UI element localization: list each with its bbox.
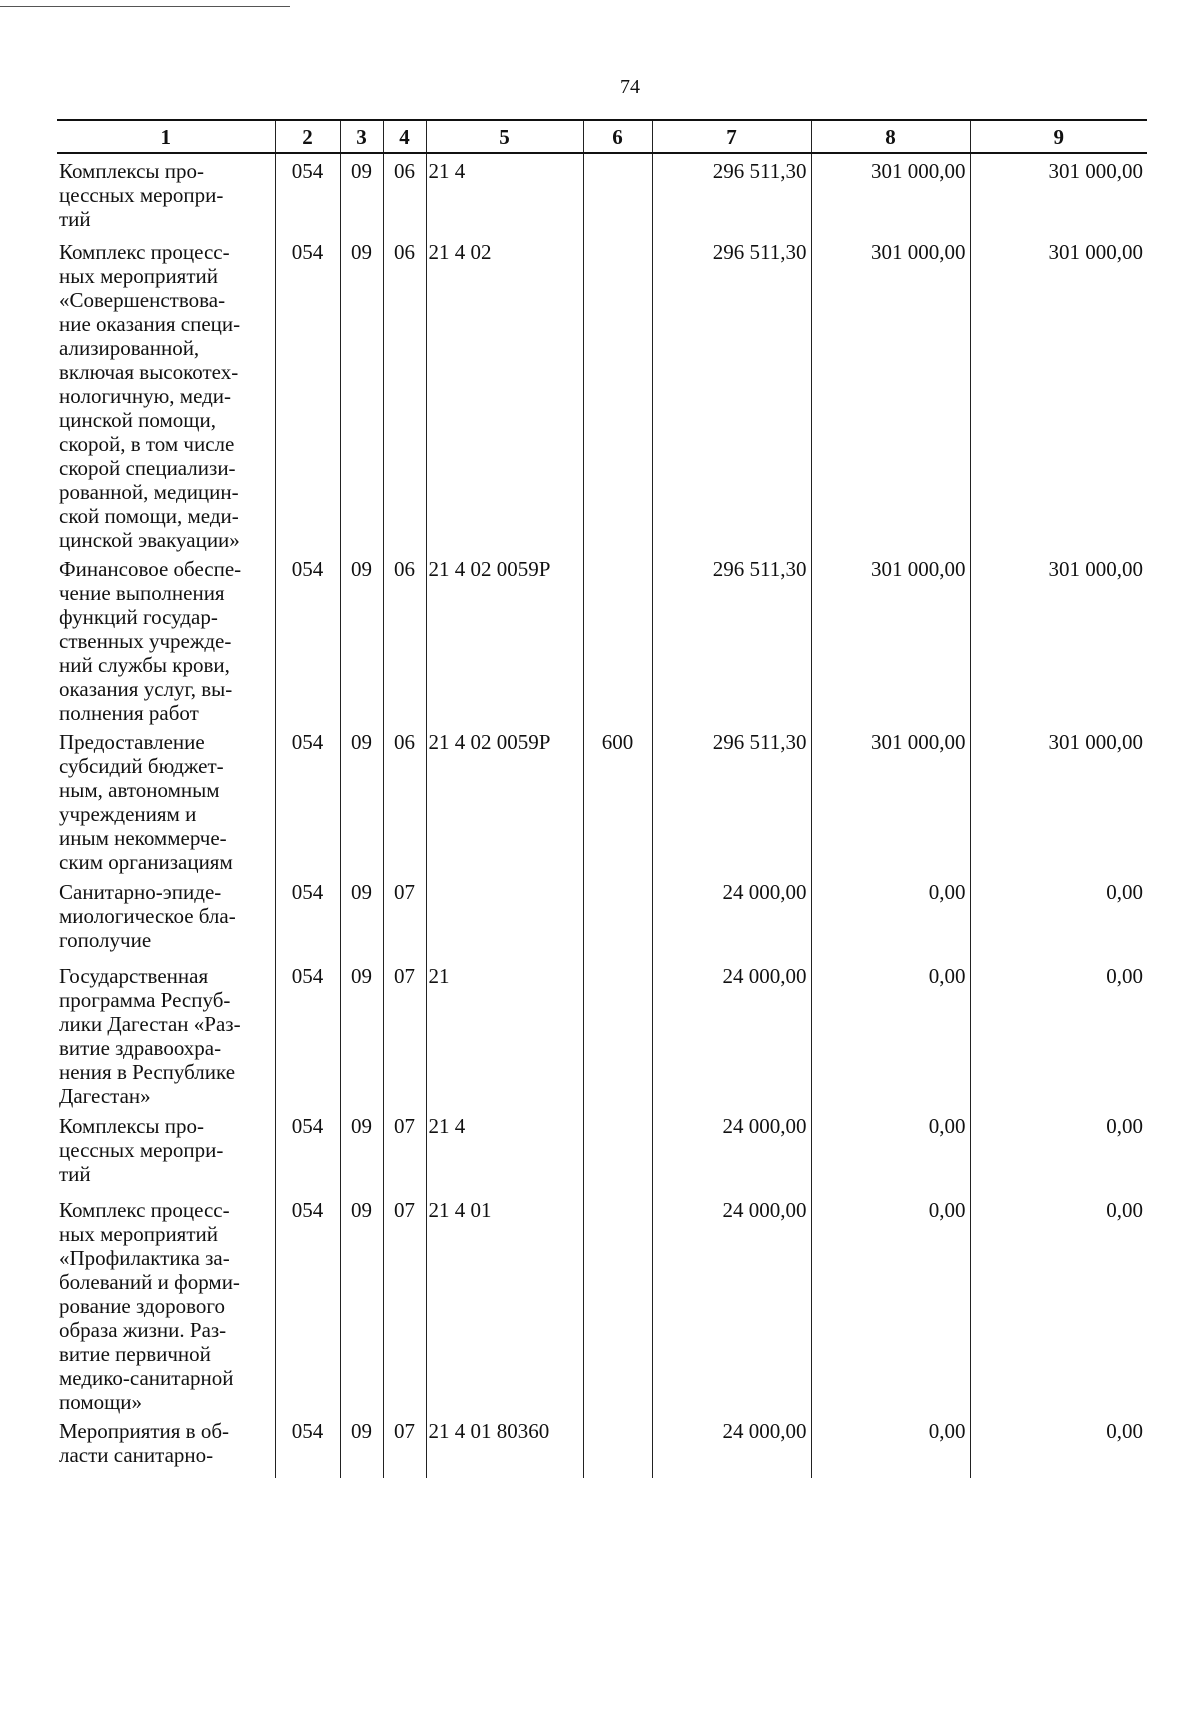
amount-col7-cell: 296 511,30 — [652, 153, 811, 235]
item-name-line: Дагестан» — [59, 1084, 151, 1108]
item-name-line: Комплексы про- — [59, 1114, 204, 1138]
item-name-line: болеваний и форми- — [59, 1270, 240, 1294]
item-name-line: полнения работ — [59, 701, 199, 725]
budget-table — [57, 119, 1147, 1478]
item-name-line: витие первичной — [59, 1342, 211, 1366]
table-row — [57, 725, 1147, 875]
admin-code-cell: 054 — [275, 725, 340, 875]
table-row — [57, 552, 1147, 725]
amount-col8-cell: 0,00 — [811, 1193, 970, 1414]
expense-type-cell: 600 — [583, 725, 652, 875]
admin-code-cell: 054 — [275, 153, 340, 235]
item-name-line: ской помощи, меди- — [59, 504, 239, 528]
item-name-line: ственных учрежде- — [59, 629, 232, 653]
target-article-cell: 21 4 02 0059Р — [426, 552, 583, 725]
admin-code-cell: 054 — [275, 875, 340, 959]
item-name-line: цессных меропри- — [59, 183, 224, 207]
item-name-line: ных мероприятий — [59, 264, 218, 288]
amount-col9-cell: 0,00 — [970, 875, 1147, 959]
item-name-line: Финансовое обеспе- — [59, 557, 242, 581]
admin-code-cell: 054 — [275, 235, 340, 552]
target-article-cell: 21 4 02 — [426, 235, 583, 552]
table-body — [57, 153, 1147, 1478]
item-name-line: Комплекс процесс- — [59, 240, 230, 264]
item-name-line: медико-санитарной — [59, 1366, 234, 1390]
admin-code-cell: 054 — [275, 959, 340, 1109]
item-name-line: скорой, в том числе — [59, 432, 235, 456]
item-name-line: образа жизни. Раз- — [59, 1318, 227, 1342]
item-name-cell — [57, 1414, 275, 1478]
amount-col7-cell: 24 000,00 — [652, 1414, 811, 1478]
item-name-line: Предоставление — [59, 730, 205, 754]
item-name-line: цессных меропри- — [59, 1138, 224, 1162]
target-article-cell — [426, 875, 583, 959]
table-row — [57, 235, 1147, 552]
amount-col9-cell: 301 000,00 — [970, 235, 1147, 552]
subsection-cell: 07 — [383, 1414, 426, 1478]
amount-col7-cell: 24 000,00 — [652, 959, 811, 1109]
subsection-cell: 06 — [383, 235, 426, 552]
expense-type-cell — [583, 959, 652, 1109]
item-name-line: Комплекс процесс- — [59, 1198, 230, 1222]
item-name-line: ний службы крови, — [59, 653, 230, 677]
expense-type-cell — [583, 153, 652, 235]
amount-col9-cell: 0,00 — [970, 1109, 1147, 1193]
target-article-cell: 21 4 02 0059Р — [426, 725, 583, 875]
amount-col9-cell: 301 000,00 — [970, 552, 1147, 725]
expense-type-cell — [583, 235, 652, 552]
item-name-line: «Совершенствова- — [59, 288, 226, 312]
amount-col7-cell: 24 000,00 — [652, 1109, 811, 1193]
item-name-line: рованной, медицин- — [59, 480, 239, 504]
section-cell: 09 — [340, 235, 383, 552]
subsection-cell: 07 — [383, 875, 426, 959]
table-row — [57, 1414, 1147, 1478]
item-name-cell — [57, 552, 275, 725]
item-name-cell — [57, 725, 275, 875]
subsection-cell: 06 — [383, 725, 426, 875]
amount-col7-cell: 296 511,30 — [652, 725, 811, 875]
subsection-cell: 07 — [383, 1109, 426, 1193]
expense-type-cell — [583, 1193, 652, 1414]
item-name-line: ние оказания специ- — [59, 312, 241, 336]
amount-col9-cell: 0,00 — [970, 1193, 1147, 1414]
item-name-line: иным некоммерче- — [59, 826, 227, 850]
item-name-line: цинской эвакуации» — [59, 528, 240, 552]
item-name-line: миологическое бла- — [59, 904, 236, 928]
item-name-line: нения в Республике — [59, 1060, 236, 1084]
item-name-line: скорой специализи- — [59, 456, 236, 480]
table-row — [57, 959, 1147, 1109]
amount-col9-cell: 301 000,00 — [970, 153, 1147, 235]
amount-col8-cell: 301 000,00 — [811, 552, 970, 725]
item-name-line: Государственная — [59, 964, 209, 988]
subsection-cell: 06 — [383, 552, 426, 725]
expense-type-cell — [583, 552, 652, 725]
amount-col8-cell: 0,00 — [811, 875, 970, 959]
subsection-cell: 07 — [383, 959, 426, 1109]
item-name-line: функций государ- — [59, 605, 218, 629]
subsection-cell: 07 — [383, 1193, 426, 1414]
target-article-cell: 21 4 — [426, 153, 583, 235]
item-name-line: Санитарно-эпиде- — [59, 880, 222, 904]
section-cell: 09 — [340, 1414, 383, 1478]
amount-col8-cell: 301 000,00 — [811, 235, 970, 552]
column-header-7: 7 — [652, 120, 811, 153]
admin-code-cell: 054 — [275, 1193, 340, 1414]
section-cell: 09 — [340, 552, 383, 725]
table-row — [57, 1193, 1147, 1414]
item-name-line: рование здорового — [59, 1294, 225, 1318]
item-name-line: программа Респуб- — [59, 988, 231, 1012]
table-row — [57, 875, 1147, 959]
expense-type-cell — [583, 1414, 652, 1478]
item-name-cell — [57, 959, 275, 1109]
item-name-line: Мероприятия в об- — [59, 1419, 230, 1443]
section-cell: 09 — [340, 959, 383, 1109]
admin-code-cell: 054 — [275, 1414, 340, 1478]
amount-col9-cell: 301 000,00 — [970, 725, 1147, 875]
item-name-cell — [57, 1109, 275, 1193]
amount-col8-cell: 0,00 — [811, 1109, 970, 1193]
item-name-cell — [57, 875, 275, 959]
expense-type-cell — [583, 1109, 652, 1193]
column-header-5: 5 — [426, 120, 583, 153]
item-name-line: ским организациям — [59, 850, 233, 874]
target-article-cell: 21 — [426, 959, 583, 1109]
amount-col9-cell: 0,00 — [970, 1414, 1147, 1478]
amount-col8-cell: 301 000,00 — [811, 153, 970, 235]
item-name-line: ным, автономным — [59, 778, 220, 802]
amount-col8-cell: 301 000,00 — [811, 725, 970, 875]
item-name-line: оказания услуг, вы- — [59, 677, 233, 701]
item-name-line: ласти санитарно- — [59, 1443, 214, 1467]
section-cell: 09 — [340, 1193, 383, 1414]
amount-col7-cell: 296 511,30 — [652, 235, 811, 552]
column-header-9: 9 — [970, 120, 1147, 153]
column-header-8: 8 — [811, 120, 970, 153]
column-header-1: 1 — [57, 120, 275, 153]
scan-edge-line — [0, 6, 290, 7]
item-name-line: ных мероприятий — [59, 1222, 218, 1246]
admin-code-cell: 054 — [275, 552, 340, 725]
column-header-2: 2 — [275, 120, 340, 153]
item-name-line: ализированной, — [59, 336, 200, 360]
item-name-line: тий — [59, 207, 91, 231]
item-name-line: нологичную, меди- — [59, 384, 232, 408]
amount-col8-cell: 0,00 — [811, 1414, 970, 1478]
table-row — [57, 1109, 1147, 1193]
item-name-line: лики Дагестан «Раз- — [59, 1012, 241, 1036]
header-row — [57, 120, 1147, 153]
target-article-cell: 21 4 — [426, 1109, 583, 1193]
table-row — [57, 153, 1147, 235]
item-name-line: субсидий бюджет- — [59, 754, 224, 778]
item-name-line: помощи» — [59, 1390, 143, 1414]
item-name-line: учреждениям и — [59, 802, 197, 826]
subsection-cell: 06 — [383, 153, 426, 235]
item-name-line: тий — [59, 1162, 91, 1186]
column-header-6: 6 — [583, 120, 652, 153]
admin-code-cell: 054 — [275, 1109, 340, 1193]
item-name-cell — [57, 153, 275, 235]
item-name-line: включая высокотех- — [59, 360, 239, 384]
amount-col7-cell: 24 000,00 — [652, 875, 811, 959]
item-name-line: Комплексы про- — [59, 159, 204, 183]
amount-col9-cell: 0,00 — [970, 959, 1147, 1109]
column-header-4: 4 — [383, 120, 426, 153]
item-name-line: цинской помощи, — [59, 408, 216, 432]
section-cell: 09 — [340, 1109, 383, 1193]
item-name-line: гополучие — [59, 928, 152, 952]
target-article-cell: 21 4 01 — [426, 1193, 583, 1414]
amount-col7-cell: 24 000,00 — [652, 1193, 811, 1414]
section-cell: 09 — [340, 153, 383, 235]
column-header-3: 3 — [340, 120, 383, 153]
item-name-cell — [57, 1193, 275, 1414]
item-name-line: витие здравоохра- — [59, 1036, 222, 1060]
item-name-line: чение выполнения — [59, 581, 225, 605]
expense-type-cell — [583, 875, 652, 959]
item-name-line: «Профилактика за- — [59, 1246, 230, 1270]
section-cell: 09 — [340, 875, 383, 959]
amount-col7-cell: 296 511,30 — [652, 552, 811, 725]
amount-col8-cell: 0,00 — [811, 959, 970, 1109]
target-article-cell: 21 4 01 80360 — [426, 1414, 583, 1478]
page-number: 74 — [620, 76, 640, 98]
item-name-cell — [57, 235, 275, 552]
section-cell: 09 — [340, 725, 383, 875]
